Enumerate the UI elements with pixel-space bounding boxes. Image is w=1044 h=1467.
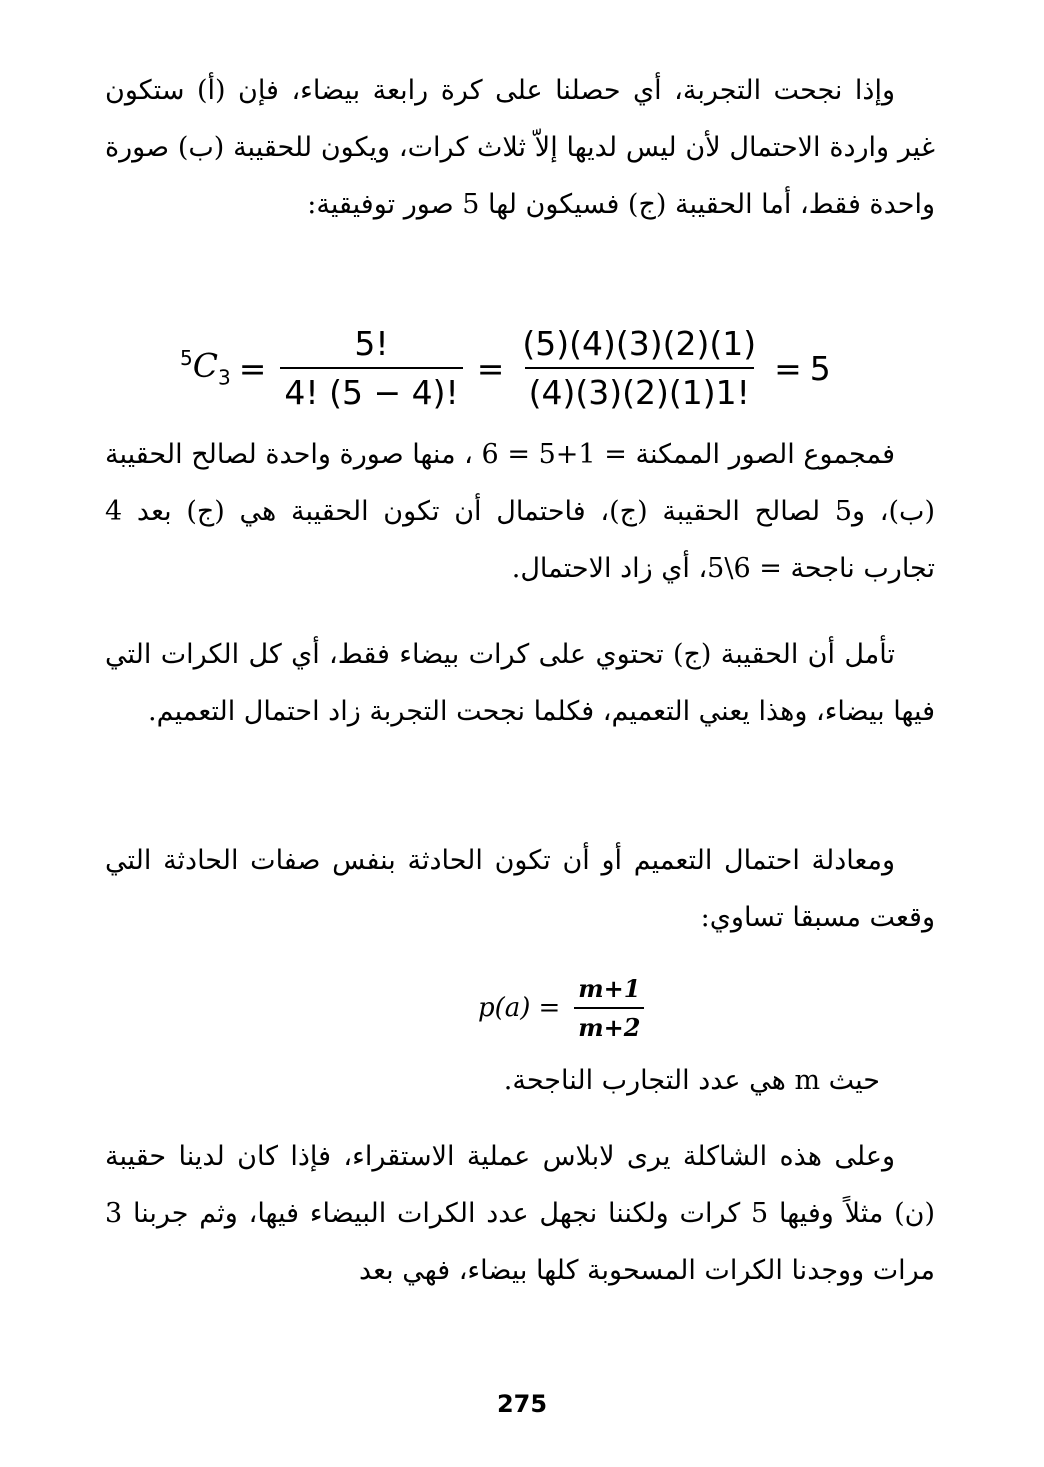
formula-result: 5 — [809, 348, 831, 388]
paragraph-5: حيث m هي عدد التجارب الناجحة. — [503, 1065, 880, 1096]
paragraph-4: ومعادلة احتمال التعميم أو أن تكون الحادثة بنفس صفات الحادثة التي وقعت مسبقا تساوي: — [105, 845, 935, 933]
probability-fraction — [574, 974, 644, 1042]
paragraph-2: فمجموع الصور الممكنة = 1+5 = 6 ، منها صورة واحدة لصالح الحقيبة (ب)، و5 لصالح الحقيبة (ج)، فاحتمال أن تكون الحقيبة هي (ج) بعد 4 تجارب ناجحة = 6\5، أي زاد الاحتمال. — [105, 439, 935, 584]
fraction-2 — [518, 324, 760, 412]
formula-symbol: C — [192, 346, 218, 386]
paragraph-1: وإذا نجحت التجربة، أي حصلنا على كرة رابعة بيضاء، فإن (أ) ستكون غير واردة الاحتمال لأن ليس لديها إلاّ ثلاث كرات، ويكون للحقيبة (ب) صورة واحدة فقط، أما الحقيبة (ج) فسيكون لها 5 صور توفيقية: — [105, 75, 935, 220]
fraction-2-numerator: (5)(4)(3)(2)(1) — [522, 324, 757, 363]
combination-symbol — [180, 346, 231, 390]
fraction-2-denominator: (4)(3)(2)(1)1! — [525, 367, 754, 412]
fraction-1-numerator: 5! — [354, 324, 389, 363]
equals-sign-3: = — [774, 348, 802, 388]
fraction-1 — [280, 324, 462, 412]
equals-sign-1: = — [238, 348, 267, 388]
combination-formula — [180, 318, 831, 418]
probability-lhs: p(a) — [478, 993, 531, 1023]
formula-superscript: 5 — [180, 346, 193, 371]
page-number: 275 — [496, 1390, 548, 1418]
fraction-1-denominator: 4! (5 − 4)! — [280, 367, 462, 412]
formula-subscript: 3 — [217, 365, 231, 390]
probability-equals: = — [538, 993, 561, 1023]
equals-sign-2: = — [476, 348, 505, 388]
probability-denominator: m+2 — [574, 1007, 644, 1042]
probability-numerator: m+1 — [578, 974, 641, 1003]
paragraph-6: وعلى هذه الشاكلة يرى لابلاس عملية الاستقراء، فإذا كان لدينا حقيبة (ن) مثلاً وفيها 5 كرات ولكننا نجهل عدد الكرات البيضاء فيها، وثم جربنا 3 مرات ووجدنا الكرات المسحوبة كلها بيضاء، فهي بعد — [105, 1141, 935, 1286]
probability-formula — [478, 968, 650, 1048]
paragraph-3: تأمل أن الحقيبة (ج) تحتوي على كرات بيضاء فقط، أي كل الكرات التي فيها بيضاء، وهذا يعني التعميم، فكلما نجحت التجربة زاد احتمال التعميم. — [105, 639, 935, 727]
